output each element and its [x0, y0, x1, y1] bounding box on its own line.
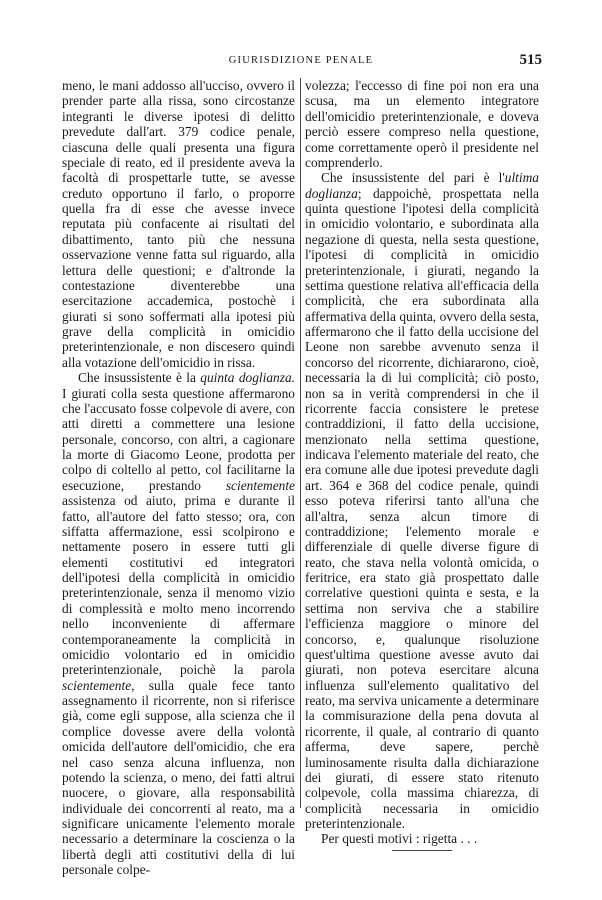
left-column — [62, 78, 295, 878]
left-p2-mid-1: I giurati colla sesta questione affermarono che l'accusato fosse colpevole di avere, con atti diretti a commettere una lesione personale, concorso, con altri, a cagionare la morte di Giacomo Leone, prodotta per colpo di coltello al petto, col facilitarne la esecuzione, prestando — [62, 385, 295, 493]
left-p2-italic-1: quinta doglianza. — [200, 370, 295, 386]
right-p2-tail: ; dappoichè, prospettata nella quinta questione l'ipotesi della complicità in omicidio volontario, e subordinata alla negazione di questa, nella sesta questione, l'ipotesi di complicità in omicidio preterintenzionale, i giurati, negando la settima questione relativa all'efficacia della complicità, che era subordinata alla affermativa della quinta, ovvero della sesta, affermarono che il fatto della uccisione del Leone non sarebbe avvenuto senza il concorso del ricorrente, dichiararono, cioè, necessaria la di lui complicità; ciò posto, non sa in verità comprendersi in che il ricorrente faccia consistere le pretese contraddizioni, il fatto della uccisione, menzionato nella settima questione, indicava l'elemento materiale del reato, che era comune alle due ipotesi prevedute dagli art. 364 e 368 del codice penale, quindi esso poteva riferirsi tanto all'una che all'altra, senza alcun timore di contraddizione; l'elemento morale e differenziale di quelle diverse figure di reato, che stava nella volontà omicida, o feritrice, era stato già prospettato dalle correlative questioni quinta e sesta, e la settima non serviva che a stabilire l'efficienza maggiore o minore del concorso, e, qualunque risoluzione quest'ultima questione avesse avuto dai giurati, non poteva esercitare alcuna influenza sull'elemento qualitativo del reato, ma serviva unicamente a determinare la commisurazione della pena dovuta al ricorrente, il quale, al contrario di quanto afferma, deve sapere, perchè luminosamente risulta dalla dichiarazione dei giurati, di essere stato ritenuto colpevole, colla massima chiarezza, di complicità necessaria in omicidio preterintenzionale. — [305, 185, 539, 831]
left-p2-lead: Che insussistente è la — [78, 370, 201, 386]
right-paragraph-3: Per questi motivi : rigetta . . . — [321, 831, 478, 847]
running-header — [60, 52, 542, 73]
left-p2-tail: , sulla quale fece tanto assegnamento il ricorrente, non si riferisce già, come egli suppose, alla scienza che il complice dovesse avere della volontà omicida dell'autore dell'omicidio, che era nel caso senza alcuna influenza, non potendo la scienza, o meno, dei fatti altrui nuocere, o giovare, alla responsabilità individuale dei concorrenti al reato, ma a significare unicamente l'elemento morale necessario a determinare la coscienza o la libertà degli atti costitutivi della di lui personale colpe- — [62, 677, 295, 878]
right-column — [305, 78, 539, 855]
right-p2-lead: Che insussistente del pari è l' — [321, 170, 505, 186]
left-p2-mid-2: assistenza od aiuto, prima e durante il fatto, all'autore del fatto stesso; ora, con siffatta affermazione, essi scolpirono e nettamente posero in essere tutti gli elementi costitutivi ed integratori dell'ipotesi della complicità in omicidio preterintenzionale, senza il menomo vizio di complessità e molto meno incorrendo nello inconveniente di affermare contemporaneamente la complicità in omicidio volontario ed in omicidio preterintenzionale, poichè la parola — [62, 493, 295, 678]
closing-rule — [392, 850, 452, 851]
left-paragraph-1: meno, le mani addosso all'ucciso, ovvero il prender parte alla rissa, sono circostanze integranti le diverse ipotesi di delitto prevedute dall'art. 379 codice penale, ciascuna delle quali presenta una figura speciale di reato, ed il presidente aveva la facoltà di prospettarle tutte, se avesse creduto opportuno il farlo, o proporre quella fra di esse che avesse invece reputata più confacente ai risultati del dibattimento, tanto più che nessuna osservazione venne fatta sul riguardo, alla lettura delle questioni; e d'altronde la contestazione diventerebbe una esercitazione accademica, postochè i giurati si sono soffermati alla ipotesi più grave della complicità in omicidio preterintenzionale, e non discesero quindi alla votazione dell'omicidio in rissa. — [62, 78, 295, 370]
left-p2-italic-2: scientemente — [225, 477, 295, 493]
right-paragraph-1: volezza; l'eccesso di fine poi non era una scusa, ma un elemento integratore dell'omicidio preterintenzionale, e doveva perciò essere compreso nella questione, come correttamente operò il presidente nel comprenderlo. — [305, 78, 539, 170]
header-title: GIURISDIZIONE PENALE — [228, 55, 374, 66]
left-p2-italic-3: scientemente — [62, 677, 132, 693]
right-p2-italic-1: ultima doglianza — [305, 170, 539, 201]
page-number: 515 — [519, 52, 542, 68]
right-paragraph-2 — [305, 170, 539, 831]
left-paragraph-2 — [62, 370, 295, 877]
column-rule — [300, 78, 301, 808]
